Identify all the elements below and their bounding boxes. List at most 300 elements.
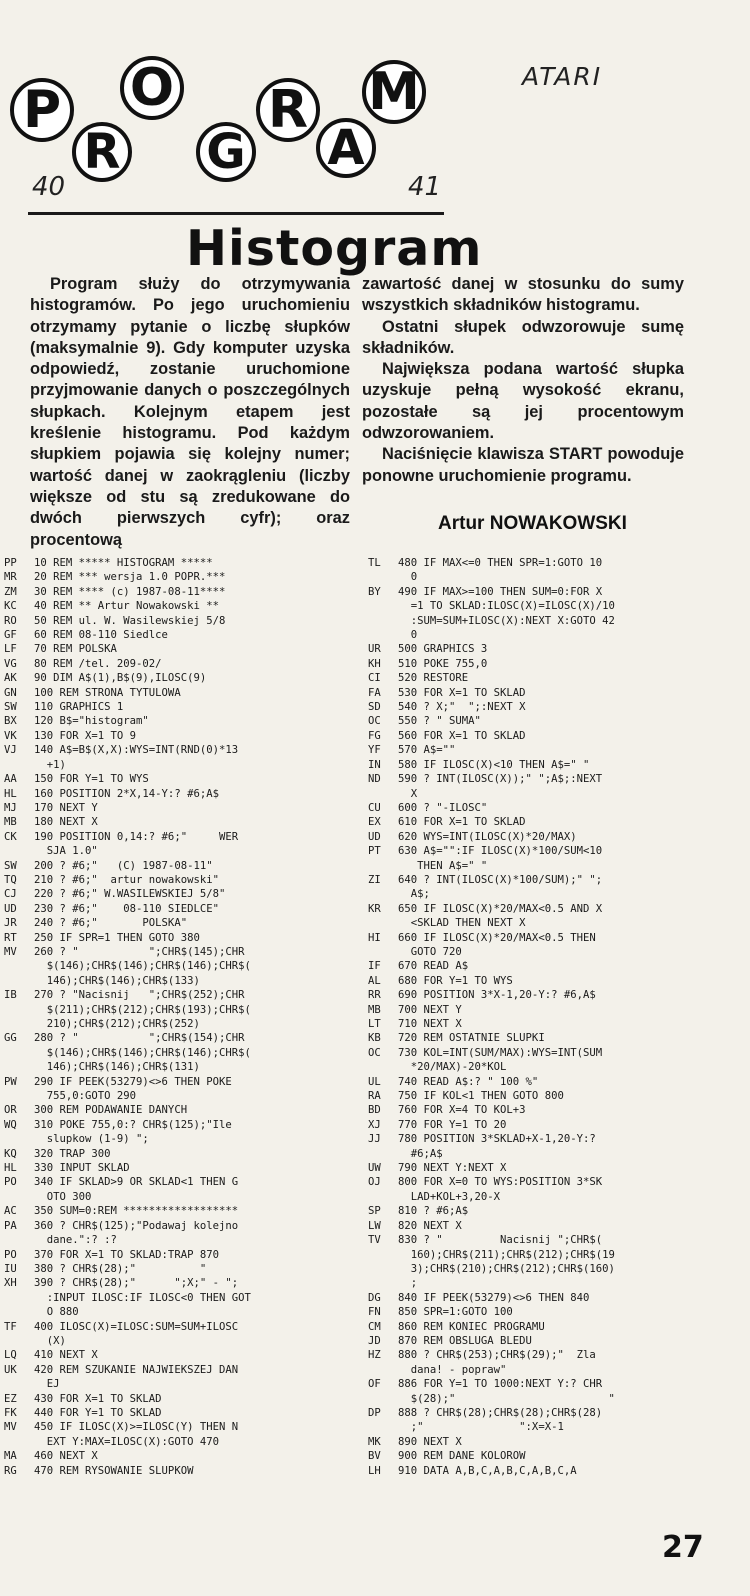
logo-letter-m: M (362, 60, 426, 124)
basic-statement: ;" ":X=X-1 (398, 1421, 564, 1434)
basic-statement: 470 REM RYSOWANIE SLUPKOW (34, 1464, 194, 1477)
checksum-code: CJ (4, 888, 17, 901)
checksum-code (368, 787, 398, 801)
basic-statement: GOTO 720 (398, 945, 462, 958)
listing-line (4, 1003, 349, 1017)
checksum-code: MV (4, 945, 17, 958)
checksum-code (368, 1248, 398, 1262)
checksum-code: PW (4, 1075, 17, 1088)
checksum-code: UK (4, 1363, 17, 1376)
checksum-code: DP (368, 1406, 381, 1419)
basic-statement: $(146);CHR$(146);CHR$(146);CHR$( (34, 1046, 251, 1059)
basic-statement: <SKLAD THEN NEXT X (398, 917, 526, 930)
checksum-code: GG (4, 1032, 17, 1045)
listing-line (4, 714, 349, 728)
listing-line (4, 1118, 349, 1132)
checksum-code: SD (368, 701, 381, 714)
listing-line (368, 729, 740, 743)
listing-line (4, 1031, 349, 1045)
checksum-code: AL (368, 974, 381, 987)
checksum-code: EX (368, 816, 381, 829)
checksum-code: YF (368, 744, 381, 757)
basic-statement: 300 REM PODAWANIE DANYCH (34, 1104, 188, 1117)
listing-line (368, 1046, 740, 1060)
basic-statement: 420 REM SZUKANIE NAJWIEKSZEJ DAN (34, 1363, 239, 1376)
basic-statement: 886 FOR Y=1 TO 1000:NEXT Y:? CHR (398, 1378, 603, 1391)
listing-line (4, 1464, 349, 1478)
checksum-code: CM (368, 1320, 381, 1333)
listing-line (368, 570, 740, 584)
listing-line (4, 700, 349, 714)
basic-statement: 210 ? #6;" artur nowakowski" (34, 873, 219, 886)
basic-statement: 480 IF MAX<=0 THEN SPR=1:GOTO 10 (398, 557, 603, 569)
listing-line (4, 1060, 349, 1074)
listing-line (368, 614, 740, 628)
listing-line (4, 1320, 349, 1334)
checksum-code: TV (368, 1234, 381, 1247)
paragraph-last-bar: Ostatni słupek odwzorowuje sumę składników. (362, 317, 684, 357)
checksum-code: DG (368, 1291, 381, 1304)
listing-line (368, 844, 740, 858)
checksum-code: SP (368, 1205, 381, 1218)
listing-line (368, 1103, 740, 1117)
listing-line (4, 743, 349, 757)
checksum-code: FK (4, 1406, 17, 1419)
basic-statement: 800 FOR X=0 TO WYS:POSITION 3*SK (398, 1176, 603, 1189)
checksum-code (4, 1305, 34, 1319)
basic-statement: 360 ? CHR$(125);"Podawaj kolejno (34, 1219, 239, 1232)
basic-statement: 30 REM **** (c) 1987-08-11**** (34, 585, 226, 598)
basic-statement: 270 ? "Nacisnij ";CHR$(252);CHR (34, 989, 245, 1002)
checksum-code (4, 974, 34, 988)
listing-line (368, 1132, 740, 1146)
listing-line (368, 671, 740, 685)
basic-statement: 460 NEXT X (34, 1450, 98, 1463)
basic-statement: 250 IF SPR=1 THEN GOTO 380 (34, 931, 200, 944)
basic-statement: 730 KOL=INT(SUM/MAX):WYS=INT(SUM (398, 1046, 603, 1059)
basic-statement: 888 ? CHR$(28);CHR$(28);CHR$(28) (398, 1406, 603, 1419)
basic-statement: 620 WYS=INT(ILOSC(X)*20/MAX) (398, 830, 577, 843)
listing-line (368, 556, 740, 570)
checksum-code: OR (4, 1104, 17, 1117)
listing-line (368, 1017, 740, 1031)
basic-statement: 820 NEXT X (398, 1219, 462, 1232)
checksum-code: IN (368, 758, 381, 771)
basic-statement: 830 ? " Nacisnij ";CHR$( (398, 1234, 603, 1247)
listing-line (368, 945, 740, 959)
checksum-code (4, 1132, 34, 1146)
basic-statement: 80 REM /tel. 209-02/ (34, 657, 162, 670)
listing-line (4, 1449, 349, 1463)
checksum-code: JJ (368, 1133, 381, 1146)
checksum-code: AA (4, 773, 17, 786)
basic-statement: =1 TO SKLAD:ILOSC(X)=ILOSC(X)/10 (398, 600, 615, 613)
listing-line (368, 1175, 740, 1189)
page-number-left: 40 (32, 172, 66, 202)
basic-statement: $(211);CHR$(212);CHR$(193);CHR$( (34, 1003, 251, 1016)
checksum-code: TL (368, 557, 381, 569)
listing-line (368, 787, 740, 801)
listing-line (4, 815, 349, 829)
listing-line (368, 1377, 740, 1391)
checksum-code (368, 1147, 398, 1161)
basic-statement: 146);CHR$(146);CHR$(131) (34, 1061, 200, 1074)
listing-line (4, 945, 349, 959)
basic-statement: EXT Y:MAX=ILOSC(X):GOTO 470 (34, 1435, 219, 1448)
listing-line (4, 1204, 349, 1218)
checksum-code: LQ (4, 1349, 17, 1362)
checksum-code: FN (368, 1306, 381, 1319)
listing-line (368, 1406, 740, 1420)
basic-statement: slupkow (1-9) "; (34, 1133, 149, 1146)
basic-statement: 290 IF PEEK(53279)<>6 THEN POKE (34, 1075, 232, 1088)
basic-statement: 330 INPUT SKLAD (34, 1162, 130, 1175)
basic-statement: 550 ? " SUMA" (398, 715, 481, 728)
checksum-code: CI (368, 672, 381, 685)
listing-line (4, 1089, 349, 1103)
checksum-code: XJ (368, 1118, 381, 1131)
basic-statement: 170 NEXT Y (34, 801, 98, 814)
checksum-code (4, 1334, 34, 1348)
checksum-code: KH (368, 657, 381, 670)
listing-line (4, 1291, 349, 1305)
checksum-code: IF (368, 960, 381, 973)
listing-line (368, 1219, 740, 1233)
listing-line (4, 974, 349, 988)
basic-statement: 780 POSITION 3*SKLAD+X-1,20-Y:? (398, 1133, 596, 1146)
basic-statement: 0 (398, 629, 418, 642)
listing-line (368, 1449, 740, 1463)
basic-statement: *20/MAX)-20*KOL (398, 1061, 507, 1074)
checksum-code (368, 1190, 398, 1204)
checksum-code: VK (4, 729, 17, 742)
basic-statement: 160);CHR$(211);CHR$(212);CHR$(19 (398, 1248, 615, 1261)
listing-line (368, 902, 740, 916)
basic-statement: 630 A$="":IF ILOSC(X)*100/SUM<10 (398, 845, 603, 858)
checksum-code: MB (4, 816, 17, 829)
listing-line (368, 815, 740, 829)
basic-statement: 180 NEXT X (34, 816, 98, 829)
basic-statement: 90 DIM A$(1),B$(9),ILOSC(9) (34, 672, 207, 685)
basic-statement: 3);CHR$(210);CHR$(212);CHR$(160) (398, 1262, 615, 1275)
basic-statement: $(28);" " (398, 1392, 615, 1405)
basic-statement: O 880 (34, 1306, 79, 1319)
listing-line (368, 686, 740, 700)
listing-line (4, 902, 349, 916)
checksum-code: RG (4, 1464, 17, 1477)
basic-statement: 720 REM OSTATNIE SLUPKI (398, 1032, 545, 1045)
basic-statement: 280 ? " ";CHR$(154);CHR (34, 1032, 245, 1045)
basic-statement: 130 FOR X=1 TO 9 (34, 729, 137, 742)
listing-line (4, 671, 349, 685)
listing-line (368, 743, 740, 757)
basic-statement: 650 IF ILOSC(X)*20/MAX<0.5 AND X (398, 902, 603, 915)
basic-statement: 760 FOR X=4 TO KOL+3 (398, 1104, 526, 1117)
listing-line (4, 1233, 349, 1247)
checksum-code (368, 628, 398, 642)
basic-statement: 70 REM POLSKA (34, 643, 117, 656)
listing-line (368, 1305, 740, 1319)
checksum-code: VG (4, 657, 17, 670)
checksum-code (4, 1377, 34, 1391)
basic-statement: 430 FOR X=1 TO SKLAD (34, 1392, 162, 1405)
listing-line (4, 988, 349, 1002)
listing-line (368, 1348, 740, 1362)
basic-statement: A$; (398, 888, 430, 901)
checksum-code: HL (4, 1162, 17, 1175)
basic-statement: 210);CHR$(212);CHR$(252) (34, 1018, 200, 1030)
listing-line (368, 700, 740, 714)
listing-line (4, 1132, 349, 1146)
basic-statement: 60 REM 08-110 Siedlce (34, 629, 168, 642)
basic-statement: :INPUT ILOSC:IF ILOSC<0 THEN GOT (34, 1291, 251, 1304)
checksum-code: MK (368, 1435, 381, 1448)
checksum-code (4, 758, 34, 772)
basic-statement: 770 FOR Y=1 TO 20 (398, 1118, 507, 1131)
basic-statement: 540 ? X;" ";:NEXT X (398, 701, 526, 714)
listing-line (4, 1406, 349, 1420)
checksum-code (368, 1363, 398, 1377)
listing-line (368, 1118, 740, 1132)
basic-statement: 40 REM ** Artur Nowakowski ** (34, 600, 219, 613)
checksum-code: TQ (4, 873, 17, 886)
listing-line (4, 1420, 349, 1434)
checksum-code: KR (368, 902, 381, 915)
basic-statement: 150 FOR Y=1 TO WYS (34, 773, 149, 786)
listing-line (4, 887, 349, 901)
listing-line (4, 844, 349, 858)
listing-line (4, 628, 349, 642)
checksum-code (4, 1233, 34, 1247)
magazine-page-number: 27 (662, 1530, 704, 1565)
listing-line (368, 1291, 740, 1305)
listing-line (4, 830, 349, 844)
checksum-code (368, 599, 398, 613)
checksum-code: BY (368, 585, 381, 598)
page-number-right: 41 (408, 172, 442, 202)
checksum-code: HI (368, 931, 381, 944)
basic-statement: 700 NEXT Y (398, 1003, 462, 1016)
brand-label: ATARI (522, 62, 603, 91)
basic-statement: 340 IF SKLAD>9 OR SKLAD<1 THEN G (34, 1176, 239, 1189)
listing-line (4, 729, 349, 743)
checksum-code: XH (4, 1277, 17, 1290)
listing-line (368, 1075, 740, 1089)
listing-line (4, 1377, 349, 1391)
basic-statement: $(146);CHR$(146);CHR$(146);CHR$( (34, 960, 251, 973)
listing-line (368, 988, 740, 1002)
listing-line (4, 1017, 349, 1031)
checksum-code: OF (368, 1378, 381, 1391)
checksum-code: SW (4, 701, 17, 714)
basic-statement: 0 (398, 571, 418, 584)
basic-statement: 690 POSITION 3*X-1,20-Y:? #6,A$ (398, 989, 596, 1002)
logo-letter-r2: R (256, 78, 320, 142)
checksum-code: MA (4, 1450, 17, 1463)
listing-line (4, 614, 349, 628)
listing-line (368, 959, 740, 973)
basic-statement: 146);CHR$(146);CHR$(133) (34, 974, 200, 987)
checksum-code (368, 1276, 398, 1290)
checksum-code (368, 916, 398, 930)
checksum-code: PP (4, 557, 17, 569)
listing-line (368, 1060, 740, 1074)
checksum-code: KC (4, 600, 17, 613)
listing-line (368, 1204, 740, 1218)
basic-statement: 20 REM *** wersja 1.0 POPR.*** (34, 571, 226, 584)
checksum-code: OJ (368, 1176, 381, 1189)
listing-line (4, 772, 349, 786)
basic-statement: 10 REM ***** HISTOGRAM ***** (34, 557, 213, 569)
listing-line (4, 873, 349, 887)
basic-statement: 850 SPR=1:GOTO 100 (398, 1306, 513, 1319)
basic-statement: 200 ? #6;" (C) 1987-08-11" (34, 859, 213, 872)
checksum-code (4, 1060, 34, 1074)
basic-statement: 400 ILOSC(X)=ILOSC:SUM=SUM+ILOSC (34, 1320, 239, 1333)
checksum-code: UD (368, 830, 381, 843)
listing-line (4, 1046, 349, 1060)
listing-line (4, 1305, 349, 1319)
basic-statement: 530 FOR X=1 TO SKLAD (398, 686, 526, 699)
basic-statement: 900 REM DANE KOLOROW (398, 1450, 526, 1463)
listing-line (4, 1175, 349, 1189)
listing-line (4, 1219, 349, 1233)
checksum-code (368, 1420, 398, 1434)
basic-statement: 110 GRAPHICS 1 (34, 701, 124, 714)
logo-letter-g: G (196, 122, 256, 182)
basic-statement: EJ (34, 1378, 60, 1391)
basic-statement: 710 NEXT X (398, 1018, 462, 1030)
checksum-code (4, 1190, 34, 1204)
listing-line (368, 657, 740, 671)
basic-statement: dane.":? :? (34, 1234, 117, 1247)
checksum-code (4, 1435, 34, 1449)
basic-statement: 350 SUM=0:REM ****************** (34, 1205, 239, 1218)
article-right-column (362, 274, 684, 487)
listing-line (368, 1464, 740, 1478)
basic-statement: 610 FOR X=1 TO SKLAD (398, 816, 526, 829)
basic-statement: 190 POSITION 0,14:? #6;" WER (34, 830, 239, 843)
listing-line (368, 873, 740, 887)
paragraph-continued: zawartość danej w stosunku do sumy wszystkich składników histogramu. (362, 275, 684, 315)
listing-line (368, 859, 740, 873)
basic-statement: 790 NEXT Y:NEXT X (398, 1162, 507, 1175)
listing-line (368, 1262, 740, 1276)
checksum-code: FG (368, 729, 381, 742)
checksum-code (368, 1392, 398, 1406)
listing-line (4, 1147, 349, 1161)
basic-statement: (X) (34, 1334, 66, 1347)
checksum-code (368, 570, 398, 584)
checksum-code: BV (368, 1450, 381, 1463)
checksum-code (368, 859, 398, 873)
basic-statement: 320 TRAP 300 (34, 1147, 111, 1160)
checksum-code: MB (368, 1003, 381, 1016)
listing-line (368, 758, 740, 772)
logo-letter-p: P (10, 78, 74, 142)
checksum-code: UD (4, 902, 17, 915)
listing-line (368, 1420, 740, 1434)
checksum-code: ZM (4, 585, 17, 598)
basic-statement: SJA 1.0" (34, 845, 98, 858)
checksum-code: UW (368, 1162, 381, 1175)
checksum-code: PO (4, 1176, 17, 1189)
listing-line (4, 859, 349, 873)
listing-line (4, 570, 349, 584)
checksum-code: GN (4, 686, 17, 699)
basic-statement: 520 RESTORE (398, 672, 469, 685)
listing-line (368, 1190, 740, 1204)
checksum-code: EZ (4, 1392, 17, 1405)
paragraph-max-value: Największa podana wartość słupka uzyskuje pełną wysokość ekranu, pozostałe są jej procentowym odwzorowaniem. (362, 360, 684, 443)
checksum-code: JD (368, 1334, 381, 1347)
basic-statement: 580 IF ILOSC(X)<10 THEN A$=" " (398, 758, 590, 771)
basic-statement: 680 FOR Y=1 TO WYS (398, 974, 513, 987)
checksum-code: HL (4, 787, 17, 800)
checksum-code: OC (368, 715, 381, 728)
listing-line (4, 1248, 349, 1262)
basic-statement: 440 FOR Y=1 TO SKLAD (34, 1406, 162, 1419)
checksum-code (4, 1046, 34, 1060)
listing-line (4, 758, 349, 772)
basic-statement: X (398, 787, 418, 800)
basic-statement: 600 ? "-ILOSC" (398, 801, 488, 814)
listing-line (368, 974, 740, 988)
basic-statement: 370 FOR X=1 TO SKLAD:TRAP 870 (34, 1248, 219, 1261)
basic-statement: 500 GRAPHICS 3 (398, 643, 488, 656)
paragraph-intro: Program służy do otrzymywania histogramów. Po jego uruchomieniu otrzymamy pytanie o liczbę słupków (maksymalnie 9). Gdy komputer uzyska odpowiedź, zostanie uruchomione przyjmowanie danych o poszczególnych słupkach. Kolejnym etapem jest kreślenie histogramu. Pod każdym słupkiem pojawia się kolejny numer; wartość danej w zaokrągleniu (liczby większe od stu są zredukowane do dwóch pierwszych cyfr); oraz procentową (30, 275, 350, 549)
listing-line (368, 1334, 740, 1348)
checksum-code: VJ (4, 744, 17, 757)
logo-letter-o: O (120, 56, 184, 120)
checksum-code: RT (4, 931, 17, 944)
listing-line (4, 1392, 349, 1406)
checksum-code: BX (4, 715, 17, 728)
listing-line (368, 1089, 740, 1103)
listing-line (368, 1031, 740, 1045)
basic-statement: 230 ? #6;" 08-110 SIEDLCE" (34, 902, 219, 915)
listing-line (4, 959, 349, 973)
basic-statement: 410 NEXT X (34, 1349, 98, 1362)
listing-line (4, 1435, 349, 1449)
listing-line (4, 686, 349, 700)
listing-line (368, 1003, 740, 1017)
listing-right-column (368, 556, 740, 1478)
listing-line (4, 801, 349, 815)
checksum-code (4, 1003, 34, 1017)
basic-statement: 240 ? #6;" POLSKA" (34, 917, 188, 930)
basic-statement: 490 IF MAX>=100 THEN SUM=0:FOR X (398, 585, 603, 598)
checksum-code (368, 1060, 398, 1074)
header-rule (28, 212, 444, 215)
checksum-code: MJ (4, 801, 17, 814)
listing-line (4, 585, 349, 599)
basic-statement: 450 IF ILOSC(X)>=ILOSC(Y) THEN N (34, 1421, 239, 1434)
listing-line (368, 642, 740, 656)
basic-statement: 560 FOR X=1 TO SKLAD (398, 729, 526, 742)
checksum-code: UL (368, 1075, 381, 1088)
listing-line (368, 830, 740, 844)
listing-line (4, 1363, 349, 1377)
listing-line (4, 931, 349, 945)
listing-line (368, 931, 740, 945)
listing-line (368, 1392, 740, 1406)
listing-line (368, 801, 740, 815)
listing-line (4, 599, 349, 613)
checksum-code (4, 844, 34, 858)
article-left-column (30, 274, 350, 551)
basic-statement: 890 NEXT X (398, 1435, 462, 1448)
